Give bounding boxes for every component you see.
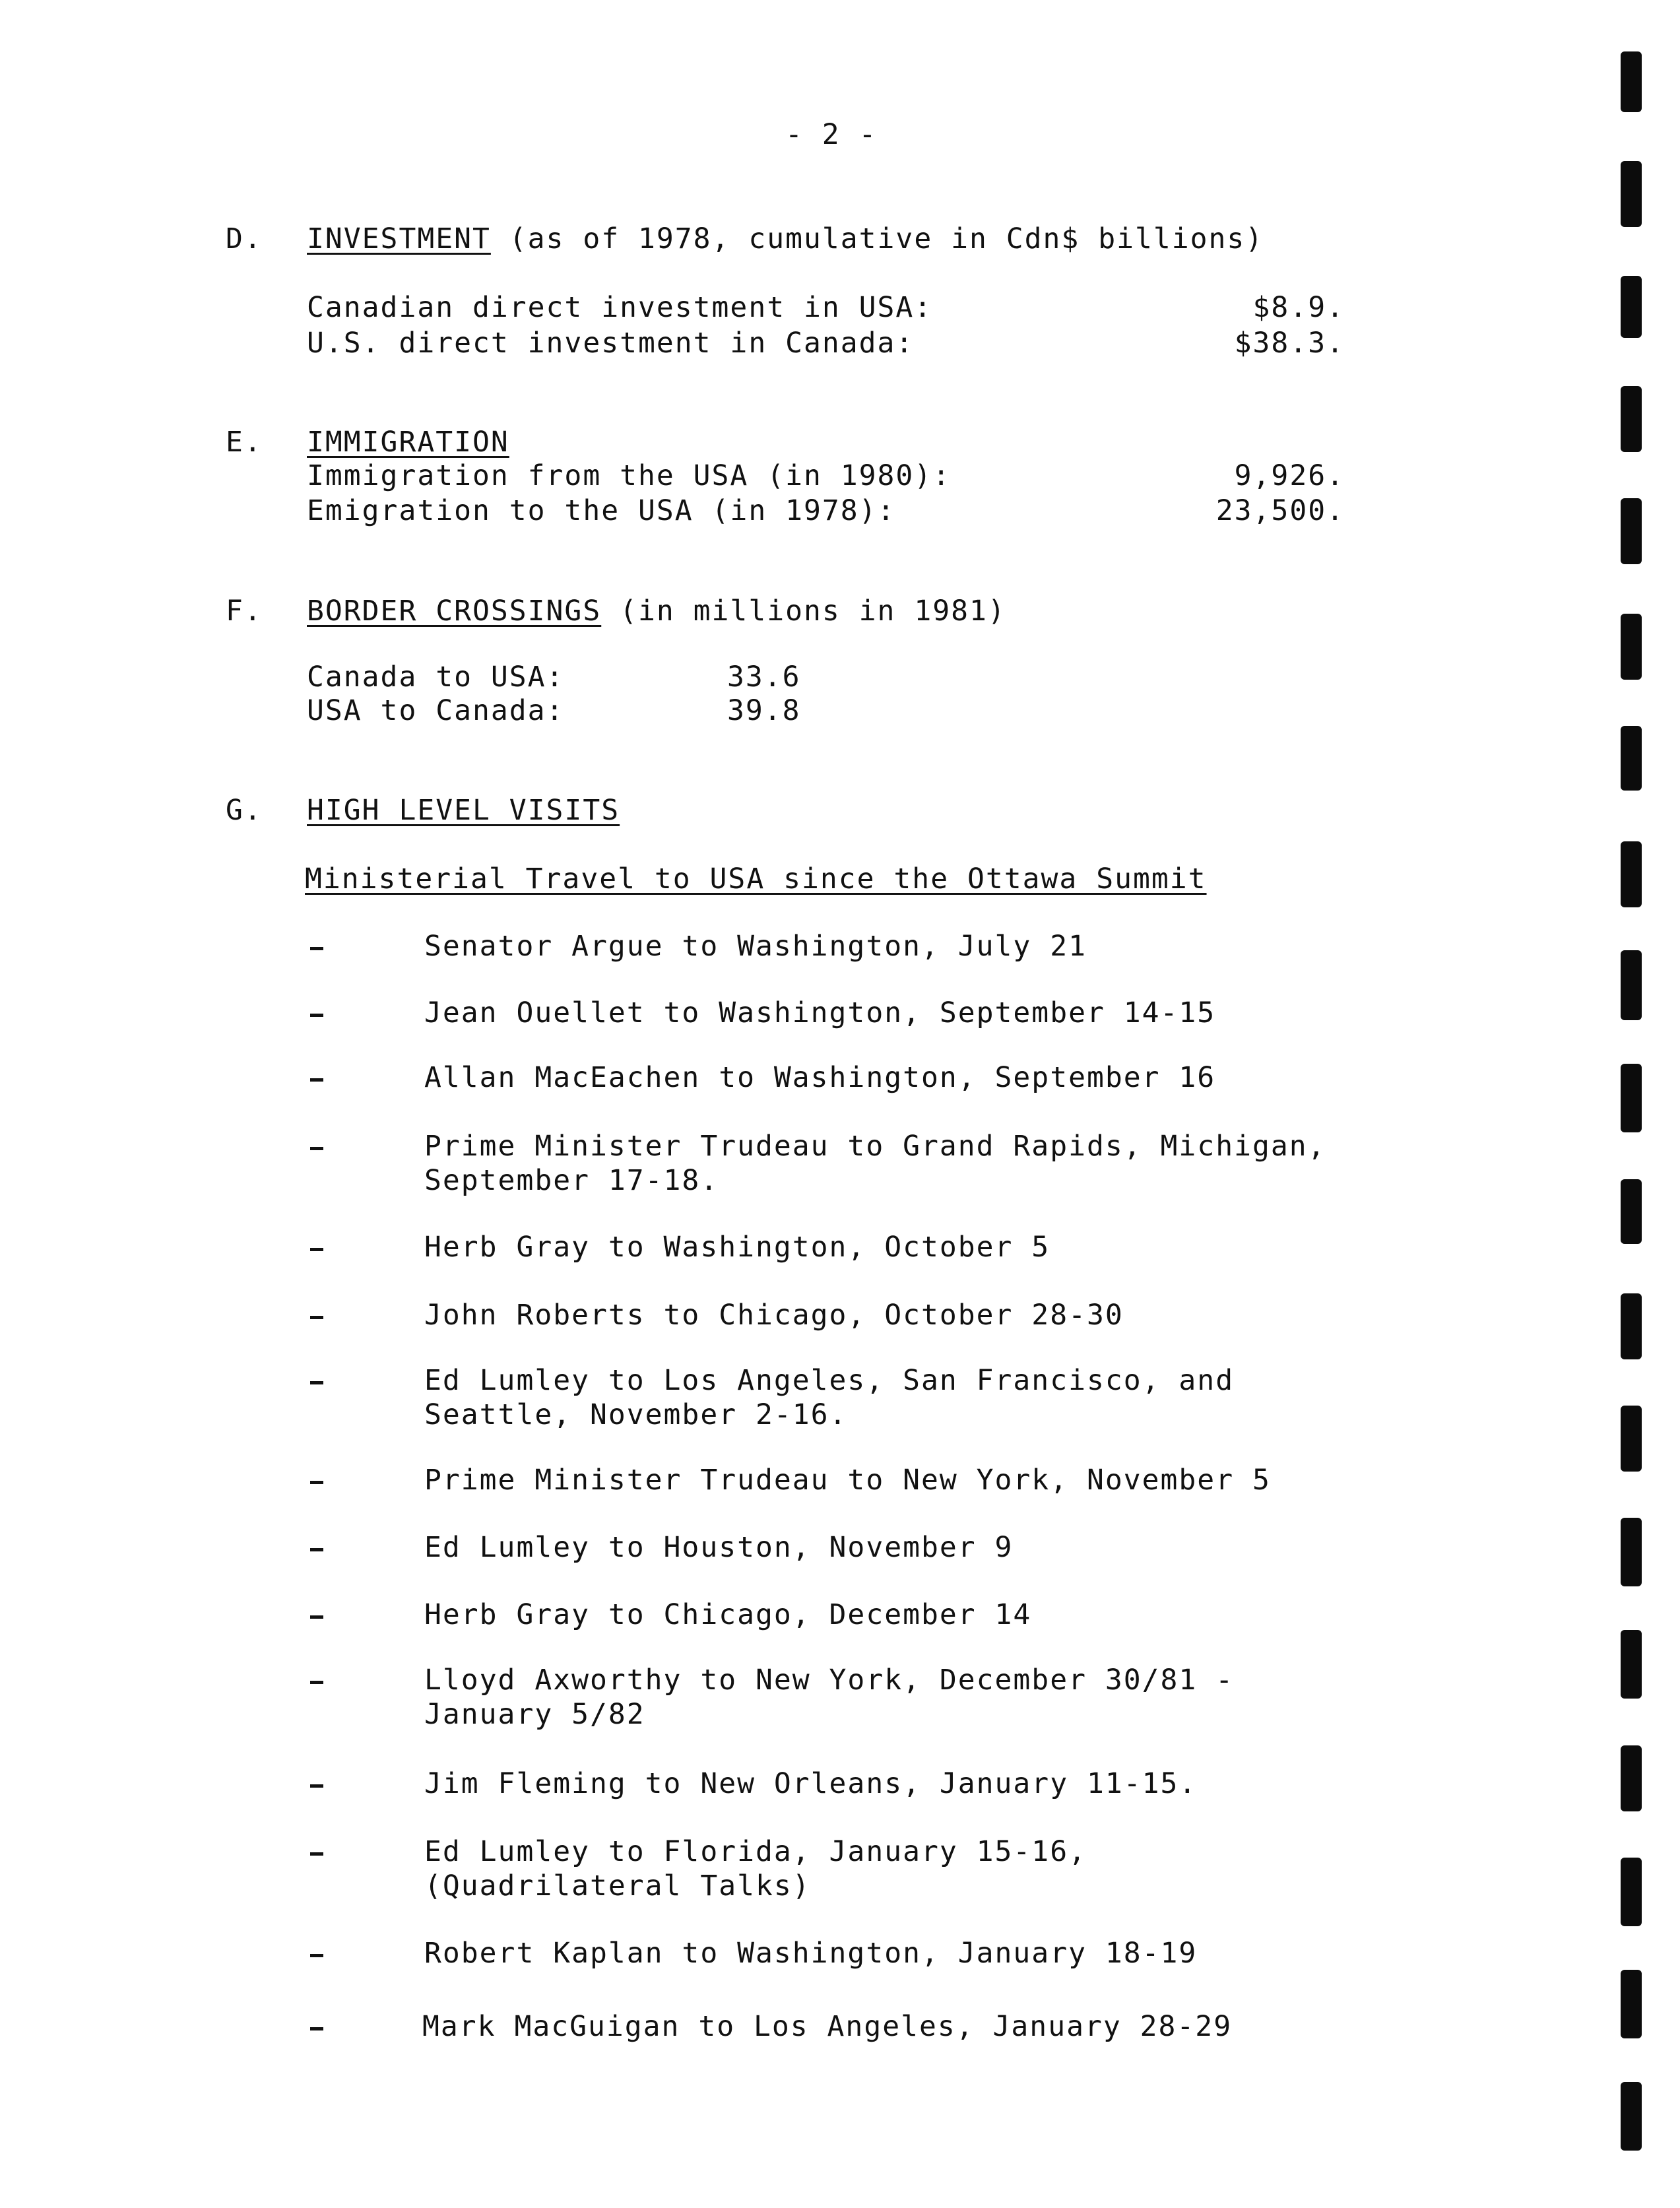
visit-item-continuation: Seattle, November 2-16. <box>424 1398 848 1431</box>
binder-mark <box>1621 614 1642 680</box>
ministerial-travel-subheading: Ministerial Travel to USA since the Ottawa Summit <box>305 862 1207 895</box>
visit-item: Ed Lumley to Los Angeles, San Francisco, and <box>424 1364 1235 1397</box>
binder-mark <box>1621 1858 1642 1926</box>
section-heading-border-crossings-title: BORDER CROSSINGS <box>307 595 602 628</box>
visit-item: Jean Ouellet to Washington, September 14-15 <box>424 996 1216 1029</box>
list-dash <box>310 1248 323 1251</box>
section-letter-d: D. <box>226 222 263 255</box>
investment-row-value: $38.3. <box>1234 327 1345 360</box>
list-dash <box>310 1681 323 1684</box>
list-dash <box>310 1078 323 1082</box>
page-number: - 2 - <box>785 118 878 151</box>
list-dash <box>310 1381 323 1384</box>
visit-item: Mark MacGuigan to Los Angeles, January 28-29 <box>422 2010 1233 2043</box>
section-heading-high-level-visits: HIGH LEVEL VISITS <box>307 794 620 827</box>
immigration-row-value: 23,500. <box>1215 494 1345 527</box>
section-letter-e: E. <box>226 426 263 459</box>
binder-mark <box>1621 1406 1642 1472</box>
visit-item: Robert Kaplan to Washington, January 18-19 <box>424 1937 1198 1970</box>
binder-mark <box>1621 1064 1642 1132</box>
border-row-value: 39.8 <box>727 694 801 727</box>
list-dash <box>310 1852 323 1856</box>
binder-mark <box>1621 950 1642 1020</box>
list-dash <box>310 1014 323 1017</box>
binder-mark <box>1621 276 1642 338</box>
immigration-row-label: Immigration from the USA (in 1980): <box>307 459 952 492</box>
binder-mark <box>1621 1745 1642 1811</box>
binder-mark <box>1621 1293 1642 1359</box>
visit-item: Ed Lumley to Florida, January 15-16, <box>424 1835 1087 1868</box>
visit-item: Jim Fleming to New Orleans, January 11-15. <box>424 1767 1198 1800</box>
visit-item: Senator Argue to Washington, July 21 <box>424 930 1087 963</box>
border-row-label: Canada to USA: <box>307 661 565 694</box>
binder-mark <box>1621 726 1642 791</box>
investment-row-label: Canadian direct investment in USA: <box>307 291 933 324</box>
section-heading-border-crossings <box>307 594 1006 628</box>
list-dash <box>310 1954 323 1957</box>
visit-item: Prime Minister Trudeau to Grand Rapids, Michigan, <box>424 1130 1326 1163</box>
binder-mark <box>1621 1630 1642 1699</box>
binder-mark <box>1621 386 1642 452</box>
section-heading-immigration: IMMIGRATION <box>307 426 509 459</box>
binder-mark <box>1621 1518 1642 1586</box>
binder-mark <box>1621 841 1642 907</box>
section-heading-investment <box>307 222 1264 256</box>
visit-item-continuation: January 5/82 <box>424 1698 645 1731</box>
list-dash <box>310 947 323 950</box>
visit-item: Herb Gray to Washington, October 5 <box>424 1231 1050 1264</box>
visit-item: Allan MacEachen to Washington, September 16 <box>424 1061 1216 1094</box>
list-dash <box>310 1316 323 1319</box>
binder-mark <box>1621 1179 1642 1244</box>
section-heading-investment-note: (as of 1978, cumulative in Cdn$ billions) <box>490 222 1264 255</box>
visit-item-continuation: September 17-18. <box>424 1164 719 1197</box>
visit-item: John Roberts to Chicago, October 28-30 <box>424 1299 1124 1332</box>
list-dash <box>310 1548 323 1551</box>
visit-item: Herb Gray to Chicago, December 14 <box>424 1598 1032 1631</box>
list-dash <box>310 2027 323 2030</box>
list-dash <box>310 1147 323 1150</box>
section-heading-investment-title: INVESTMENT <box>307 222 491 255</box>
visit-item: Ed Lumley to Houston, November 9 <box>424 1531 1014 1564</box>
list-dash <box>310 1784 323 1788</box>
border-row-value: 33.6 <box>727 661 801 694</box>
visit-item: Lloyd Axworthy to New York, December 30/81 - <box>424 1664 1235 1697</box>
immigration-row-label: Emigration to the USA (in 1978): <box>307 494 896 527</box>
section-letter-g: G. <box>226 794 263 827</box>
binder-mark <box>1621 1970 1642 2038</box>
section-heading-border-crossings-note: (in millions in 1981) <box>601 595 1006 628</box>
binder-mark <box>1621 2082 1642 2151</box>
visit-item-continuation: (Quadrilateral Talks) <box>424 1869 811 1902</box>
border-row-label: USA to Canada: <box>307 694 565 727</box>
visit-item: Prime Minister Trudeau to New York, November 5 <box>424 1464 1271 1497</box>
investment-row-value: $8.9. <box>1252 291 1345 324</box>
section-letter-f: F. <box>226 595 263 628</box>
binder-mark <box>1621 51 1642 112</box>
investment-row-label: U.S. direct investment in Canada: <box>307 327 915 360</box>
immigration-row-value: 9,926. <box>1234 459 1345 492</box>
list-dash <box>310 1481 323 1484</box>
list-dash <box>310 1615 323 1619</box>
binder-mark <box>1621 161 1642 227</box>
binder-mark <box>1621 498 1642 564</box>
